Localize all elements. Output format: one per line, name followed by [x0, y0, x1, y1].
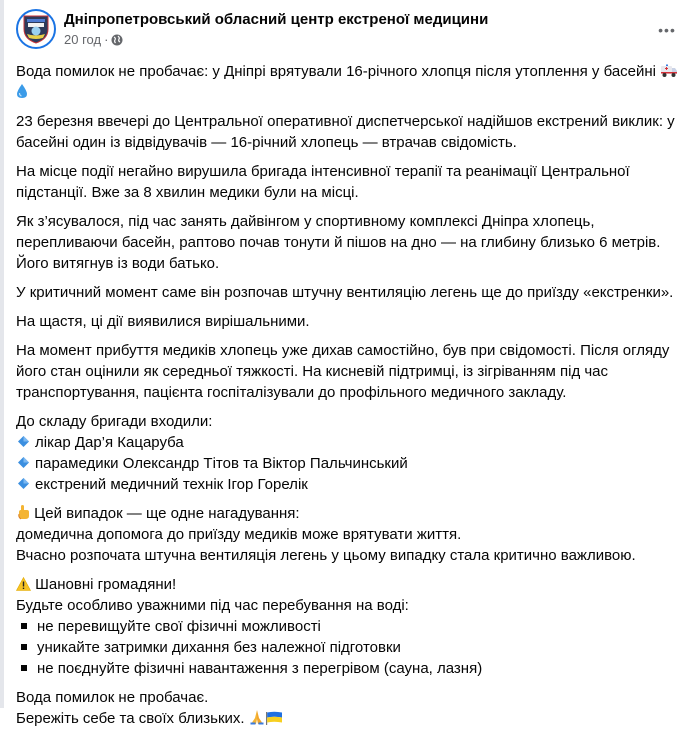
emblem-icon [21, 13, 51, 45]
globe-icon [111, 34, 123, 46]
reminder-line: Вчасно розпочата штучна вентиляція легень у цьому випадку стала критично важливою. [16, 547, 636, 564]
warning-intro: Будьте особливо уважними під час перебування на воді: [16, 597, 409, 614]
page-avatar[interactable] [16, 9, 56, 49]
pointing-finger-icon [16, 504, 30, 520]
more-options-button[interactable]: ••• [658, 22, 676, 38]
blue-diamond-icon [18, 478, 29, 489]
paragraph-2: На місце події негайно вирушила бригада інтенсивної терапії та реанімації Центральної підстанції. Вже за 8 хвилин медики були на місці. [16, 163, 630, 201]
post-title-paragraph [16, 61, 685, 103]
paragraph-4: У критичний момент саме він розпочав штучну вентиляцію легень ще до приїзду «екстренки». [16, 284, 674, 301]
team-member: лікар Дар’я Кацаруба [16, 432, 685, 453]
post-title-text: Вода помилок не пробачає: у Дніпрі врятували 16-річного хлопця після утоплення у басейні [16, 63, 657, 80]
team-member: парамедики Олександр Тітов та Віктор Пальчинський [16, 453, 685, 474]
reminder-heading: Цей випадок — ще одне нагадування: [16, 503, 685, 524]
square-bullet-icon [21, 665, 27, 671]
facebook-post [4, 0, 699, 727]
team-member: екстрений медичний технік Ігор Горелік [16, 474, 685, 495]
warning-icon [16, 577, 31, 591]
paragraph-6: На момент прибуття медиків хлопець уже дихав самостійно, був при свідомості. Після огляду його стан оцінили як середньої тяжкості. На кисневій підтримці, із зігріванням під час транспортування, пацієнта госпіталізували до профільного медичного закладу. [16, 342, 670, 401]
reminder-line: домедична допомога до приїзду медиків може врятувати життя. [16, 526, 462, 543]
paragraph-5: На щастя, ці дії виявилися вирішальними. [16, 313, 310, 330]
blue-diamond-icon [18, 457, 29, 468]
ukraine-flag-icon [265, 711, 283, 725]
meta-separator: · [104, 32, 109, 47]
reminder-block [16, 503, 685, 566]
warning-item: не перевищуйте свої фізичні можливості [16, 616, 685, 637]
square-bullet-icon [21, 644, 27, 650]
praying-hands-icon [249, 709, 265, 725]
closing-line: Вода помилок не пробачає. [16, 689, 209, 706]
warning-block [16, 574, 685, 679]
closing-line: Бережіть себе та своїх близьких. [16, 708, 685, 729]
closing-block [16, 687, 685, 729]
post-body [16, 61, 685, 729]
ambulance-icon [660, 64, 678, 78]
post-meta [64, 31, 488, 48]
droplet-icon [16, 83, 28, 99]
warning-heading: Шановні громадяни! [16, 574, 685, 595]
square-bullet-icon [21, 623, 27, 629]
warning-item: уникайте затримки дихання без належної підготовки [16, 637, 685, 658]
team-heading: До складу бригади входили: [16, 413, 213, 430]
post-time-link[interactable]: 20 год [64, 32, 102, 47]
paragraph-3: Як з’ясувалося, під час занять дайвінгом у спортивному комплексі Дніпра хлопець, перепливаючи басейн, раптово почав тонути й пішов на дно — на глибину близько 6 метрів. Його витягнув із води батько. [16, 213, 661, 272]
paragraph-1: 23 березня ввечері до Центральної оперативної диспетчерської надійшов екстрений виклик: у басейні один із відвідувачів — 16-річний хлопець — втрачав свідомість. [16, 113, 675, 151]
warning-item: не поєднуйте фізичні навантаження з перегрівом (сауна, лазня) [16, 658, 685, 679]
team-block [16, 411, 685, 495]
page-name-link[interactable]: Дніпропетровський обласний центр екстреної медицини [64, 11, 489, 28]
post-header [16, 0, 685, 56]
blue-diamond-icon [18, 436, 29, 447]
